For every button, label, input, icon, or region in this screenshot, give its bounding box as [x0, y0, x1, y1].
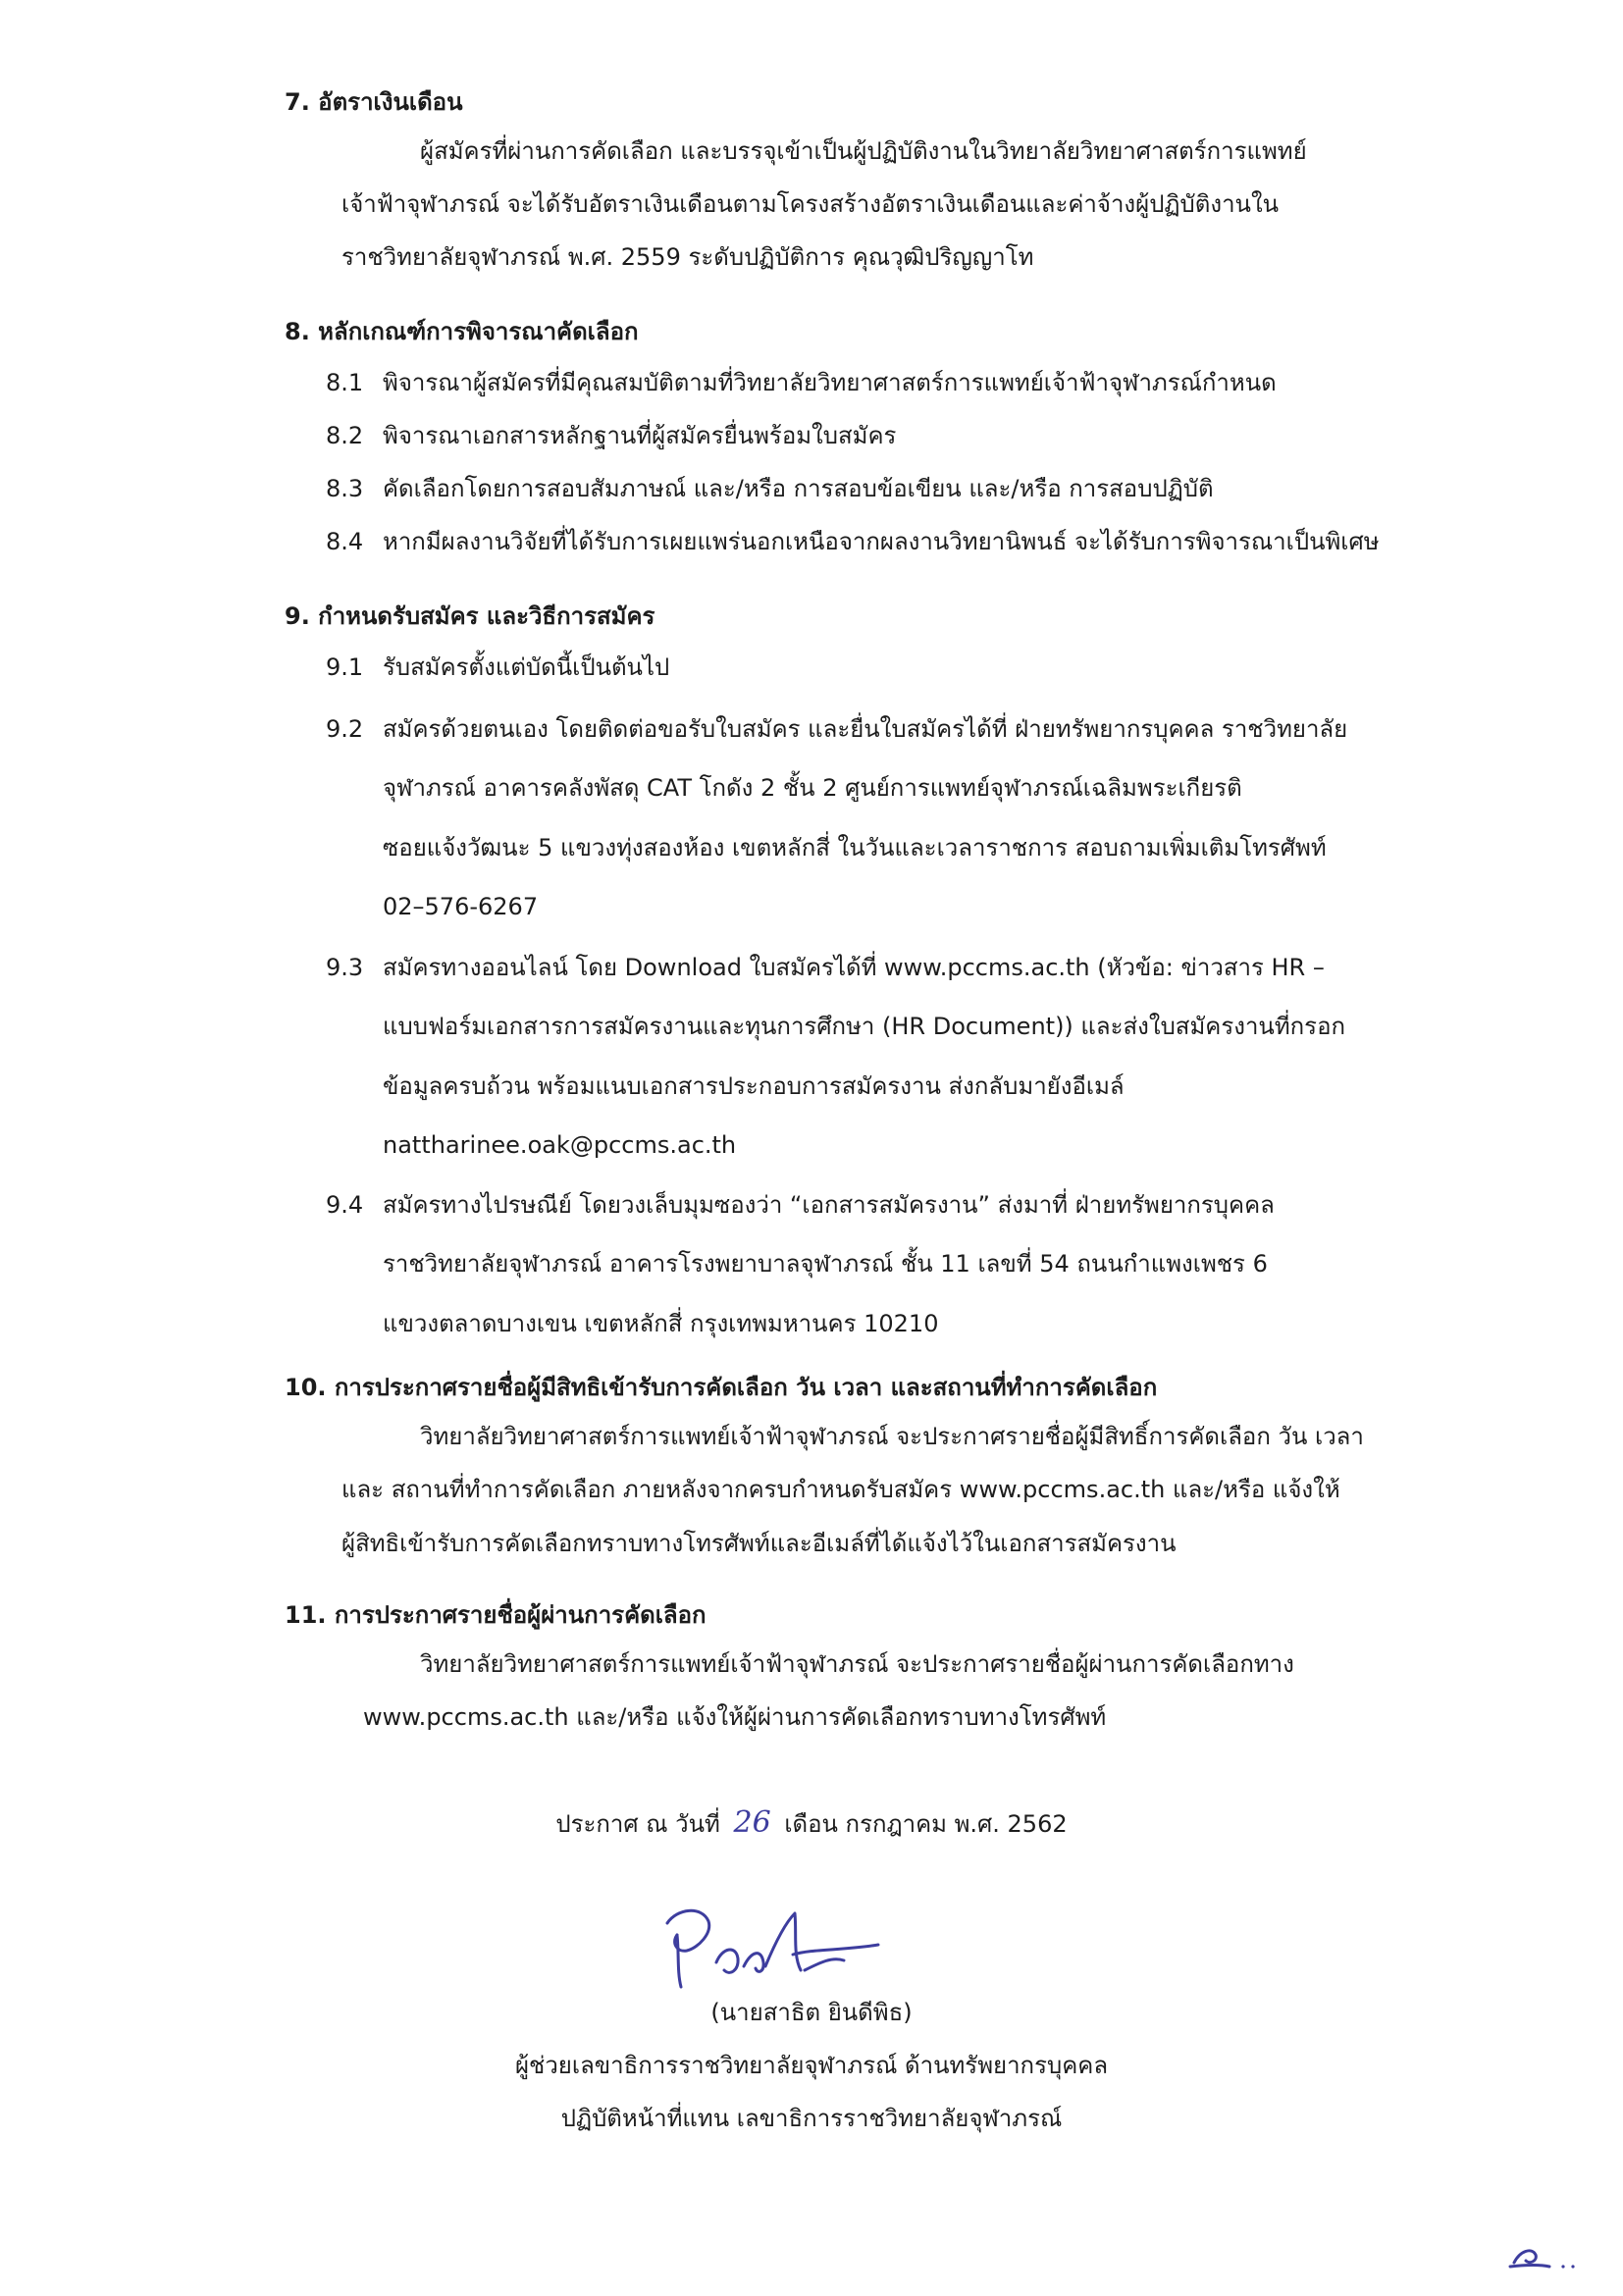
item-9-3-number: 9.3 — [326, 954, 364, 981]
announcement-suffix: เดือน กรกฎาคม พ.ศ. 2562 — [784, 1810, 1068, 1838]
item-9-3-line-2: แบบฟอร์มเอกสารการสมัครงานและทุนการศึกษา (HR Document)) และส่งใบสมัครงานที่กรอก — [383, 1013, 1346, 1040]
signer-name: (นายสาธิต ยินดีพิธ) — [710, 1999, 913, 2026]
section-7-line-1: ผู้สมัครที่ผ่านการคัดเลือก และบรรจุเข้าเป็นผู้ปฏิบัติงานในวิทยาลัยวิทยาศาสตร์การแพทย์ — [420, 137, 1307, 165]
section-10-heading: 10. การประกาศรายชื่อผู้มีสิทธิเข้ารับการคัดเลือก วัน เวลา และสถานที่ทำการคัดเลือก — [285, 1374, 1158, 1401]
handwritten-signature — [648, 1894, 903, 2002]
section-10-line-1: วิทยาลัยวิทยาศาสตร์การแพทย์เจ้าฟ้าจุฬาภรณ์ จะประกาศรายชื่อผู้มีสิทธิ์การคัดเลือก วัน เวลา — [420, 1423, 1364, 1450]
item-8-1-number: 8.1 — [326, 369, 364, 396]
section-7-line-2: เจ้าฟ้าจุฬาภรณ์ จะได้รับอัตราเงินเดือนตามโครงสร้างอัตราเงินเดือนและค่าจ้างผู้ปฏิบัติงานใน — [341, 190, 1280, 218]
item-8-3-number: 8.3 — [326, 475, 364, 502]
section-9-heading: 9. กำหนดรับสมัคร และวิธีการสมัคร — [285, 602, 655, 630]
item-8-1-text: พิจารณาผู้สมัครที่มีคุณสมบัติตามที่วิทยาลัยวิทยาศาสตร์การแพทย์เจ้าฟ้าจุฬาภรณ์กำหนด — [383, 369, 1277, 396]
section-11-line-1: วิทยาลัยวิทยาศาสตร์การแพทย์เจ้าฟ้าจุฬาภรณ์ จะประกาศรายชื่อผู้ผ่านการคัดเลือกทาง — [420, 1650, 1294, 1678]
signer-title-2: ปฏิบัติหน้าที่แทน เลขาธิการราชวิทยาลัยจุฬาภรณ์ — [560, 2105, 1063, 2132]
item-9-2-line-2: จุฬาภรณ์ อาคารคลังพัสดุ CAT โกดัง 2 ชั้น 2 ศูนย์การแพทย์จุฬาภรณ์เฉลิมพระเกียรติ — [383, 774, 1242, 802]
item-9-3-line-3: ข้อมูลครบถ้วน พร้อมแนบเอกสารประกอบการสมัครงาน ส่งกลับมายังอีเมล์ — [383, 1072, 1125, 1100]
item-9-4-line-2: ราชวิทยาลัยจุฬาภรณ์ อาคารโรงพยาบาลจุฬาภรณ์ ชั้น 11 เลขที่ 54 ถนนกำแพงเพชร 6 — [383, 1250, 1268, 1278]
item-9-2-number: 9.2 — [326, 715, 364, 743]
item-9-3-line-1: สมัครทางออนไลน์ โดย Download ใบสมัครได้ที่ www.pccms.ac.th (หัวข้อ: ข่าวสาร HR – — [383, 954, 1325, 981]
section-7-line-3: ราชวิทยาลัยจุฬาภรณ์ พ.ศ. 2559 ระดับปฏิบัติการ คุณวุฒิปริญญาโท — [341, 243, 1034, 271]
item-9-2-line-4: 02–576-6267 — [383, 893, 539, 920]
item-8-3-text: คัดเลือกโดยการสอบสัมภาษณ์ และ/หรือ การสอบข้อเขียน และ/หรือ การสอบปฏิบัติ — [383, 475, 1214, 502]
signer-title-1: ผู้ช่วยเลขาธิการราชวิทยาลัยจุฬาภรณ์ ด้านทรัพยากรบุคคล — [514, 2052, 1109, 2079]
section-8-heading: 8. หลักเกณฑ์การพิจารณาคัดเลือก — [285, 318, 639, 345]
section-11-line-2: www.pccms.ac.th และ/หรือ แจ้งให้ผู้ผ่านการคัดเลือกทราบทางโทรศัพท์ — [363, 1703, 1107, 1731]
announcement-prefix: ประกาศ ณ วันที่ — [555, 1810, 720, 1838]
item-8-4-number: 8.4 — [326, 528, 364, 555]
announcement-day-handwritten: 26 — [733, 1805, 771, 1840]
section-10-line-3: ผู้สิทธิเข้ารับการคัดเลือกทราบทางโทรศัพท์และอีเมล์ที่ได้แจ้งไว้ในเอกสารสมัครงาน — [341, 1530, 1177, 1557]
item-8-4-text: หากมีผลงานวิจัยที่ได้รับการเผยแพร่นอกเหนือจากผลงานวิทยานิพนธ์ จะได้รับการพิจารณาเป็นพิเศษ — [383, 528, 1380, 555]
handwritten-page-mark — [1506, 2235, 1585, 2274]
item-9-4-line-1: สมัครทางไปรษณีย์ โดยวงเล็บมุมซองว่า “เอกสารสมัครงาน” ส่งมาที่ ฝ่ายทรัพยากรบุคคล — [383, 1191, 1275, 1219]
item-9-1-text: รับสมัครตั้งแต่บัดนี้เป็นต้นไป — [383, 653, 670, 681]
section-11-heading: 11. การประกาศรายชื่อผู้ผ่านการคัดเลือก — [285, 1601, 707, 1629]
item-9-2-line-1: สมัครด้วยตนเอง โดยติดต่อขอรับใบสมัคร และยื่นใบสมัครได้ที่ ฝ่ายทรัพยากรบุคคล ราชวิทยาลัย — [383, 715, 1348, 743]
item-9-2-line-3: ซอยแจ้งวัฒนะ 5 แขวงทุ่งสองห้อง เขตหลักสี่ ในวันและเวลาราชการ สอบถามเพิ่มเติมโทรศัพท์ — [383, 834, 1327, 861]
item-9-4-line-3: แขวงตลาดบางเขน เขตหลักสี่ กรุงเทพมหานคร 10210 — [383, 1310, 939, 1337]
item-9-1-number: 9.1 — [326, 653, 364, 681]
item-9-4-number: 9.4 — [326, 1191, 364, 1219]
item-8-2-text: พิจารณาเอกสารหลักฐานที่ผู้สมัครยื่นพร้อมใบสมัคร — [383, 422, 897, 449]
announcement-date — [0, 1807, 1623, 1840]
item-8-2-number: 8.2 — [326, 422, 364, 449]
section-7-heading: 7. อัตราเงินเดือน — [285, 88, 463, 116]
section-10-line-2: และ สถานที่ทำการคัดเลือก ภายหลังจากครบกำหนดรับสมัคร www.pccms.ac.th และ/หรือ แจ้งให้ — [341, 1476, 1340, 1503]
item-9-3-line-4: nattharinee.oak@pccms.ac.th — [383, 1131, 737, 1159]
